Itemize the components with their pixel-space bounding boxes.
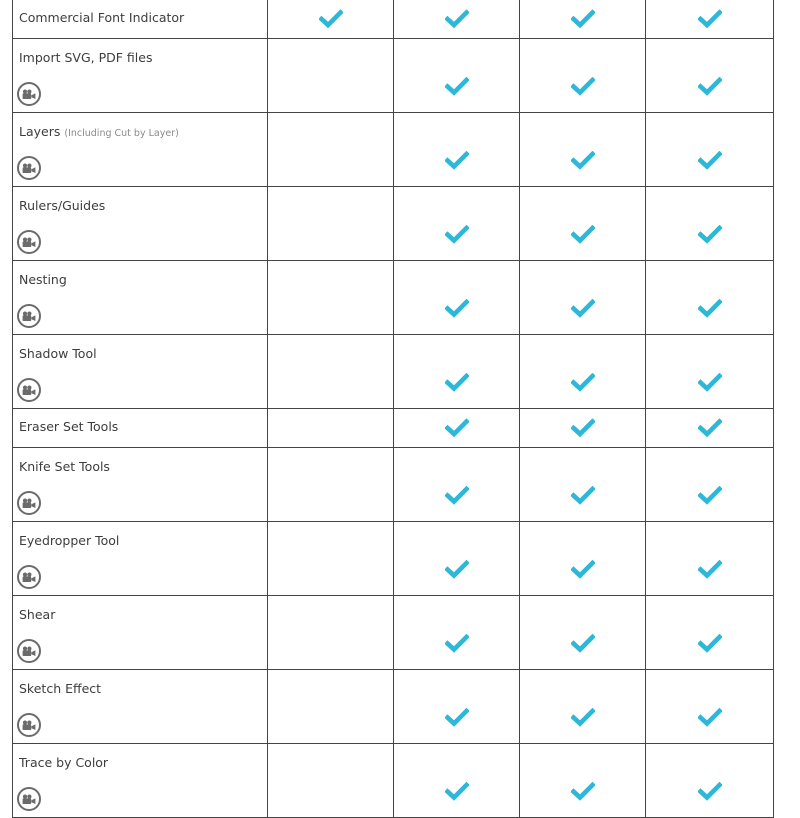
checkmark-icon bbox=[698, 299, 722, 318]
plan-3-cell bbox=[520, 409, 646, 447]
feature-row-knife-set-tools bbox=[13, 448, 773, 522]
feature-row-commercial-font-indicator bbox=[13, 0, 773, 39]
plan-1-cell bbox=[268, 261, 394, 334]
checkmark-icon bbox=[571, 634, 595, 653]
checkmark-icon bbox=[571, 560, 595, 579]
feature-note: (Including Cut by Layer) bbox=[64, 128, 179, 139]
plan-2-cell bbox=[394, 744, 520, 817]
plan-2-cell bbox=[394, 335, 520, 408]
video-camera-icon[interactable] bbox=[17, 491, 41, 515]
feature-label-text: Shear bbox=[19, 607, 56, 622]
feature-label bbox=[19, 0, 267, 25]
feature-row-eyedropper-tool bbox=[13, 522, 773, 596]
checkmark-icon bbox=[698, 708, 722, 727]
feature-label bbox=[19, 409, 267, 434]
plan-4-cell bbox=[646, 39, 773, 112]
feature-row-trace-by-color bbox=[13, 744, 773, 818]
feature-name-cell bbox=[13, 0, 268, 38]
checkmark-icon bbox=[571, 373, 595, 392]
feature-row-shadow-tool bbox=[13, 335, 773, 409]
feature-label-text: Nesting bbox=[19, 272, 67, 287]
plan-4-cell bbox=[646, 596, 773, 669]
checkmark-icon bbox=[698, 10, 722, 29]
plan-1-cell bbox=[268, 596, 394, 669]
checkmark-icon bbox=[571, 708, 595, 727]
checkmark-icon bbox=[571, 225, 595, 244]
plan-3-cell bbox=[520, 670, 646, 743]
feature-label bbox=[19, 335, 267, 361]
feature-label bbox=[19, 448, 267, 474]
video-camera-icon[interactable] bbox=[17, 713, 41, 737]
plan-3-cell bbox=[520, 522, 646, 595]
checkmark-icon bbox=[698, 373, 722, 392]
feature-label-text: Eraser Set Tools bbox=[19, 419, 119, 434]
feature-name-cell bbox=[13, 409, 268, 447]
plan-4-cell bbox=[646, 744, 773, 817]
plan-1-cell bbox=[268, 0, 394, 38]
checkmark-icon bbox=[571, 486, 595, 505]
plan-3-cell bbox=[520, 448, 646, 521]
checkmark-icon bbox=[571, 77, 595, 96]
checkmark-icon bbox=[445, 225, 469, 244]
feature-name-cell bbox=[13, 596, 268, 669]
checkmark-icon bbox=[445, 634, 469, 653]
plan-4-cell bbox=[646, 113, 773, 186]
feature-comparison-table bbox=[12, 0, 774, 818]
checkmark-icon bbox=[445, 10, 469, 29]
plan-2-cell bbox=[394, 596, 520, 669]
plan-1-cell bbox=[268, 409, 394, 447]
feature-label bbox=[19, 670, 267, 696]
feature-label-text: Eyedropper Tool bbox=[19, 533, 120, 548]
plan-3-cell bbox=[520, 113, 646, 186]
feature-label bbox=[19, 39, 267, 65]
feature-name-cell bbox=[13, 744, 268, 817]
feature-label-text: Rulers/Guides bbox=[19, 198, 106, 213]
checkmark-icon bbox=[571, 299, 595, 318]
checkmark-icon bbox=[698, 225, 722, 244]
plan-1-cell bbox=[268, 187, 394, 260]
plan-3-cell bbox=[520, 39, 646, 112]
feature-name-cell bbox=[13, 187, 268, 260]
plan-4-cell bbox=[646, 522, 773, 595]
checkmark-icon bbox=[698, 419, 722, 438]
feature-row-layers bbox=[13, 113, 773, 187]
checkmark-icon bbox=[445, 373, 469, 392]
feature-name-cell bbox=[13, 335, 268, 408]
video-camera-icon[interactable] bbox=[17, 304, 41, 328]
plan-1-cell bbox=[268, 335, 394, 408]
checkmark-icon bbox=[319, 10, 343, 29]
feature-name-cell bbox=[13, 113, 268, 186]
feature-name-cell bbox=[13, 261, 268, 334]
feature-label bbox=[19, 261, 267, 287]
plan-4-cell bbox=[646, 448, 773, 521]
plan-2-cell bbox=[394, 261, 520, 334]
feature-row-import-svg-pdf-files bbox=[13, 39, 773, 113]
checkmark-icon bbox=[445, 782, 469, 801]
checkmark-icon bbox=[698, 486, 722, 505]
plan-3-cell bbox=[520, 187, 646, 260]
plan-1-cell bbox=[268, 522, 394, 595]
feature-label-text: Import SVG, PDF files bbox=[19, 50, 153, 65]
feature-name-cell bbox=[13, 522, 268, 595]
checkmark-icon bbox=[445, 708, 469, 727]
plan-4-cell bbox=[646, 670, 773, 743]
feature-row-eraser-set-tools bbox=[13, 409, 773, 448]
feature-label bbox=[19, 113, 267, 141]
feature-name-cell bbox=[13, 670, 268, 743]
plan-2-cell bbox=[394, 522, 520, 595]
video-camera-icon[interactable] bbox=[17, 230, 41, 254]
video-camera-icon[interactable] bbox=[17, 565, 41, 589]
checkmark-icon bbox=[571, 10, 595, 29]
video-camera-icon[interactable] bbox=[17, 82, 41, 106]
feature-label bbox=[19, 522, 267, 548]
plan-2-cell bbox=[394, 0, 520, 38]
feature-row-shear bbox=[13, 596, 773, 670]
feature-label bbox=[19, 744, 267, 770]
plan-3-cell bbox=[520, 0, 646, 38]
feature-label-text: Sketch Effect bbox=[19, 681, 102, 696]
checkmark-icon bbox=[571, 419, 595, 438]
plan-4-cell bbox=[646, 0, 773, 38]
feature-name-cell bbox=[13, 448, 268, 521]
checkmark-icon bbox=[698, 151, 722, 170]
checkmark-icon bbox=[571, 151, 595, 170]
feature-name-cell bbox=[13, 39, 268, 112]
checkmark-icon bbox=[698, 560, 722, 579]
plan-1-cell bbox=[268, 744, 394, 817]
plan-2-cell bbox=[394, 670, 520, 743]
plan-3-cell bbox=[520, 744, 646, 817]
plan-3-cell bbox=[520, 596, 646, 669]
plan-1-cell bbox=[268, 113, 394, 186]
plan-4-cell bbox=[646, 409, 773, 447]
plan-1-cell bbox=[268, 39, 394, 112]
checkmark-icon bbox=[445, 299, 469, 318]
checkmark-icon bbox=[445, 77, 469, 96]
feature-label bbox=[19, 187, 267, 213]
plan-2-cell bbox=[394, 187, 520, 260]
feature-label-text: Trace by Color bbox=[19, 755, 109, 770]
checkmark-icon bbox=[445, 560, 469, 579]
feature-label bbox=[19, 596, 267, 622]
checkmark-icon bbox=[698, 782, 722, 801]
video-camera-icon[interactable] bbox=[17, 787, 41, 811]
checkmark-icon bbox=[698, 634, 722, 653]
checkmark-icon bbox=[445, 419, 469, 438]
feature-label-text: Shadow Tool bbox=[19, 346, 97, 361]
video-camera-icon[interactable] bbox=[17, 639, 41, 663]
checkmark-icon bbox=[571, 782, 595, 801]
feature-label-text: Knife Set Tools bbox=[19, 459, 110, 474]
checkmark-icon bbox=[445, 151, 469, 170]
checkmark-icon bbox=[698, 77, 722, 96]
feature-row-nesting bbox=[13, 261, 773, 335]
plan-4-cell bbox=[646, 187, 773, 260]
plan-4-cell bbox=[646, 261, 773, 334]
plan-3-cell bbox=[520, 335, 646, 408]
feature-row-sketch-effect bbox=[13, 670, 773, 744]
plan-1-cell bbox=[268, 448, 394, 521]
feature-label-text: Layers bbox=[19, 124, 61, 139]
plan-1-cell bbox=[268, 670, 394, 743]
plan-4-cell bbox=[646, 335, 773, 408]
plan-3-cell bbox=[520, 261, 646, 334]
feature-row-rulers-guides bbox=[13, 187, 773, 261]
feature-label-text: Commercial Font Indicator bbox=[19, 10, 185, 25]
plan-2-cell bbox=[394, 39, 520, 112]
plan-2-cell bbox=[394, 113, 520, 186]
video-camera-icon[interactable] bbox=[17, 378, 41, 402]
plan-2-cell bbox=[394, 409, 520, 447]
video-camera-icon[interactable] bbox=[17, 156, 41, 180]
plan-2-cell bbox=[394, 448, 520, 521]
checkmark-icon bbox=[445, 486, 469, 505]
